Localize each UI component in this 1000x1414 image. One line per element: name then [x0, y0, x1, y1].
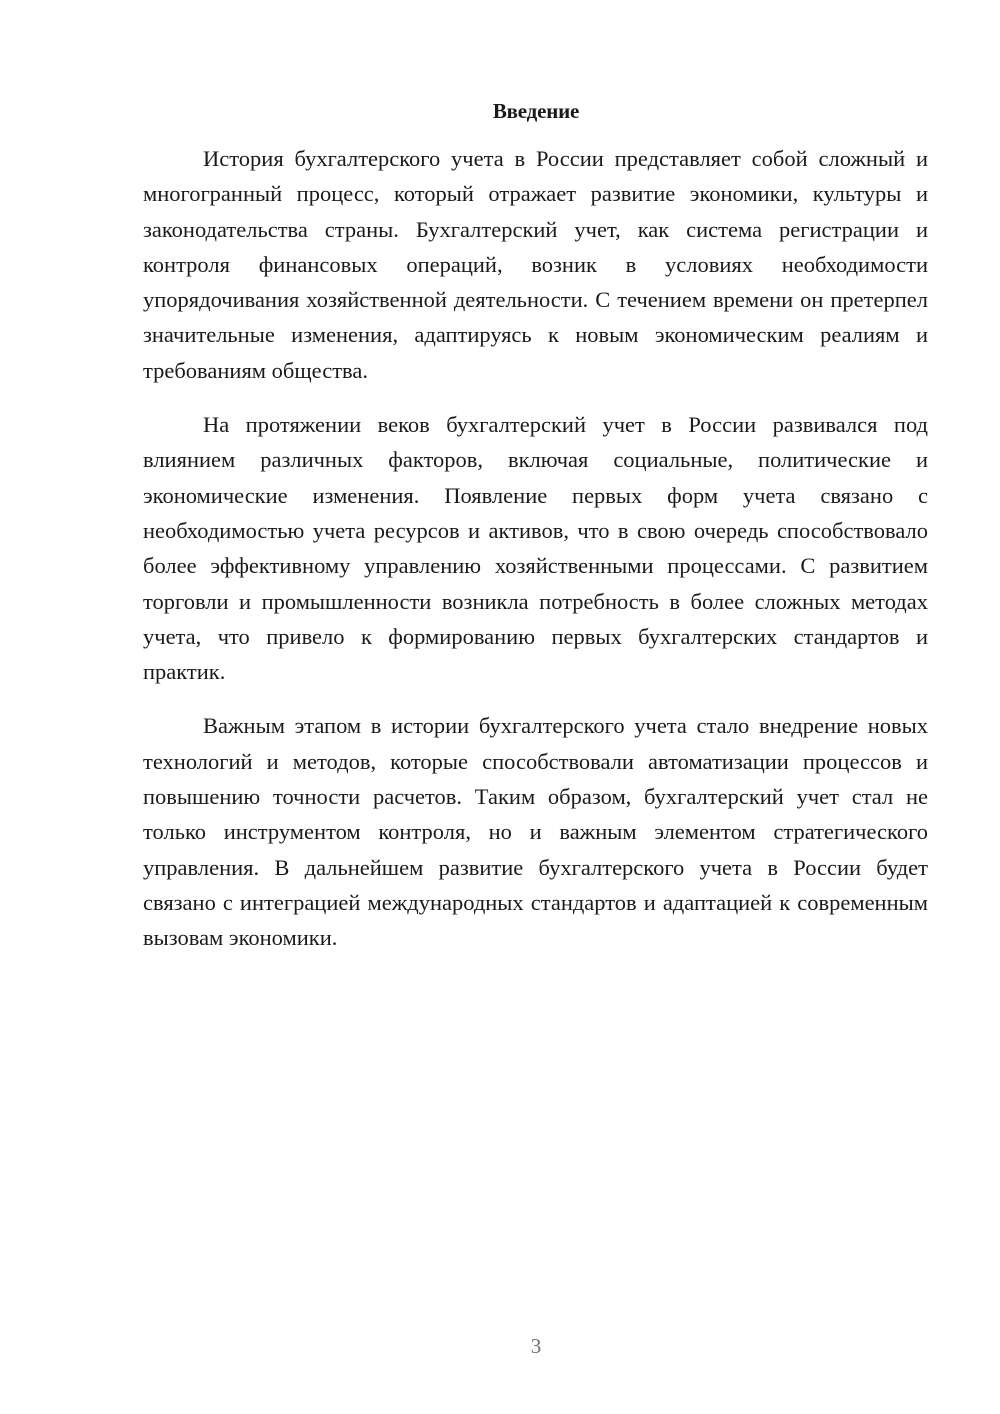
paragraph-2: На протяжении веков бухгалтерский учет в России развивался под влиянием различных факторов, включая социальные, политические и экономические изменения. Появление первых форм учета связано с необходимостью учета ресурсов и активов, что в свою очередь способствовало более эффективному управлению хозяйственными процессами. С развитием торговли и промышленности возникла потребность в более сложных методах учета, что привело к формированию первых бухгалтерских стандартов и практик. — [143, 412, 928, 685]
page-number: 3 — [530, 1334, 542, 1358]
paragraph-3: Важным этапом в истории бухгалтерского учета стало внедрение новых технологий и методов, которые способствовали автоматизации процессов и повышению точности расчетов. Таким образом, бухгалтерский учет стал не только инструментом контроля, но и важным элементом стратегического управления. В дальнейшем развитие бухгалтерского учета в России будет связано с интеграцией международных стандартов и адаптацией к современным вызовам экономики. — [143, 713, 928, 951]
paragraph-1: История бухгалтерского учета в России представляет собой сложный и многогранный процесс, который отражает развитие экономики, культуры и законодательства страны. Бухгалтерский учет, как система регистрации и контроля финансовых операций, возник в условиях необходимости упорядочивания хозяйственной деятельности. С течением времени он претерпел значительные изменения, адаптируясь к новым экономическим реалиям и требованиям общества. — [143, 146, 928, 383]
document-body — [143, 141, 928, 975]
page-title: Введение — [492, 99, 580, 123]
